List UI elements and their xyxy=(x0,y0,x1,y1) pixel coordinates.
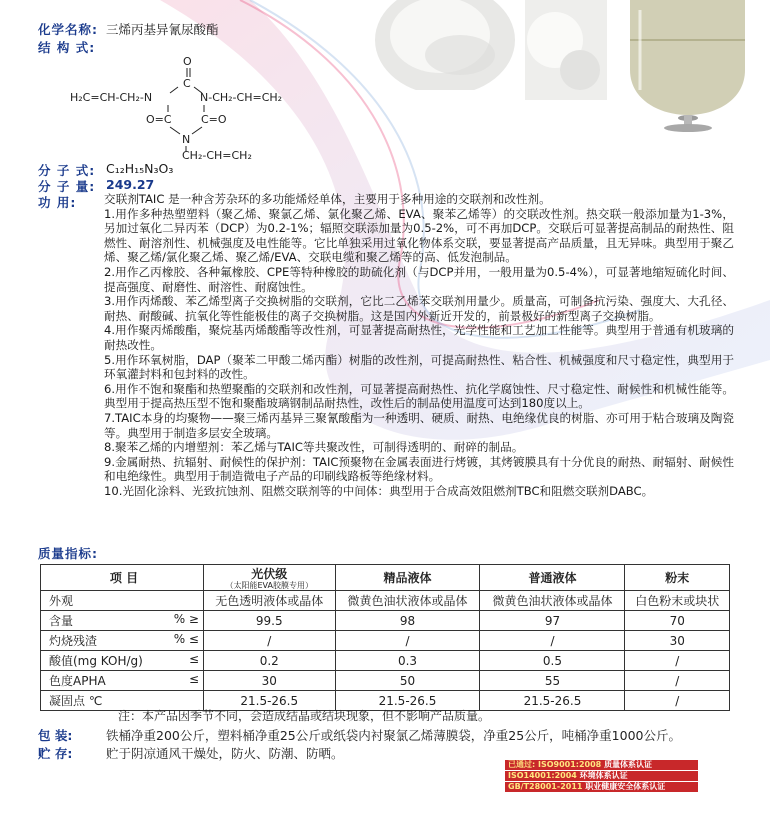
quality-note: 注：本产品因季节不同，会造成结晶或结块现象，但不影响产品质量。 xyxy=(118,709,491,723)
table-cell: 0.5 xyxy=(480,651,625,671)
cert-iso14001: ISO14001:2004 环境体系认证 xyxy=(505,771,698,781)
table-cell: 无色透明液体或晶体 xyxy=(204,591,336,611)
powder-photo xyxy=(365,0,525,90)
packaging-value: 铁桶净重200公斤，塑料桶净重25公斤或纸袋内衬聚氯乙烯薄膜袋，净重25公斤，吨桶净重1000公斤。 xyxy=(106,728,681,743)
weight-value: 249.27 xyxy=(106,177,155,192)
table-row xyxy=(41,671,730,691)
table-cell: / xyxy=(480,631,625,651)
function-para: 7.TAIC本身的均聚物——聚三烯丙基异三聚氰酸酯为一种透明、硬质、耐热、电绝缘优良的树脂、亦可用于粘合玻璃及陶瓷等。典型用于制造多层安全玻璃。 xyxy=(104,410,734,440)
table-cell: 98 xyxy=(335,611,480,631)
table-cell: 0.2 xyxy=(204,651,336,671)
table-cell: 微黄色油状液体或晶体 xyxy=(480,591,625,611)
struct-line1-right: N-CH₂-CH=CH₂ xyxy=(200,91,283,104)
header-pv xyxy=(204,565,336,591)
table-cell: 21.5-26.5 xyxy=(204,691,336,711)
function-para: 5.用作环氧树脂，DAP（聚苯二甲酸二烯丙酯）树脂的改性剂，可提高耐热性、粘合性、机械强度和尺寸稳定性，典型用于环氧灌封料和包封料的改性。 xyxy=(104,352,734,382)
struct-line1-left: H₂C=CH-CH₂-N xyxy=(70,91,153,104)
table-row xyxy=(41,611,730,631)
table-row xyxy=(41,631,730,651)
header-item: 项 目 xyxy=(41,565,204,591)
struct-o-top: O xyxy=(183,55,192,68)
weight-label: 分 子 量: xyxy=(38,179,96,194)
table-row xyxy=(41,651,730,671)
cert-iso9001: 已通过: ISO9001:2008 质量体系认证 xyxy=(505,760,698,770)
row-item: 酸值(mg KOH/g) xyxy=(49,654,143,668)
header-premium-liquid: 精品液体 xyxy=(335,565,480,591)
storage-value: 贮于阴凉通风干燥处，防火、防潮、防晒。 xyxy=(106,746,344,761)
table-cell: 21.5-26.5 xyxy=(335,691,480,711)
struct-line2-left: O=C xyxy=(146,113,172,126)
quality-title: 质量指标: xyxy=(38,546,98,561)
struct-line3: CH₂-CH=CH₂ xyxy=(182,149,252,160)
row-sym: % ≥ xyxy=(173,612,199,626)
row-item: 灼烧残渣 xyxy=(49,634,98,648)
header-powder: 粉末 xyxy=(625,565,730,591)
row-sym: ≤ xyxy=(188,652,199,666)
table-header-row xyxy=(41,565,730,591)
table-cell: / xyxy=(625,671,730,691)
header-normal-liquid: 普通液体 xyxy=(480,565,625,591)
table-cell: 70 xyxy=(625,611,730,631)
table-cell: / xyxy=(335,631,480,651)
row-item: 色度APHA xyxy=(49,674,106,688)
formula-label: 分 子 式: xyxy=(38,163,96,178)
table-cell: 99.5 xyxy=(204,611,336,631)
function-para: 6.用作不饱和聚酯和热塑聚酯的交联剂和改性剂，可显著提高耐热性、抗化学腐蚀性、尺寸稳定性、耐候性和机械性能等。典型用于提高热压型不饱和聚酯玻璃钢制品耐热性，改性后的制品使用温度可达到180度以上。 xyxy=(104,381,734,411)
table-cell: / xyxy=(625,691,730,711)
table-cell: 30 xyxy=(204,671,336,691)
table-cell: 微黄色油状液体或晶体 xyxy=(335,591,480,611)
row-item: 凝固点 ℃ xyxy=(49,694,103,708)
storage-label: 贮 存: xyxy=(38,746,73,761)
packaging-label: 包 装: xyxy=(38,728,73,743)
table-cell: 97 xyxy=(480,611,625,631)
function-para: 交联剂TAIC 是一种含芳杂环的多功能烯烃单体，主要用于多种用途的交联剂和改性剂。 xyxy=(104,192,551,206)
function-para: 4.用作聚丙烯酸酯，聚烷基丙烯酸酯等改性剂，可显著提高耐热性，光学性能和工艺加工性能等。典型用于普通有机玻璃的耐热改性。 xyxy=(104,323,734,352)
quality-table xyxy=(40,564,730,711)
structure-label: 结 构 式: xyxy=(38,40,96,55)
table-cell: 21.5-26.5 xyxy=(480,691,625,711)
table-cell: / xyxy=(625,651,730,671)
struct-n-bottom: N xyxy=(182,133,191,146)
table-cell: 55 xyxy=(480,671,625,691)
formula-value: C₁₂H₁₅N₃O₃ xyxy=(106,161,174,176)
structural-formula xyxy=(70,55,310,160)
row-sym: ≤ xyxy=(188,672,199,686)
table-cell: 白色粉末或块状 xyxy=(625,591,730,611)
function-para: 10.光固化涂料、光致抗蚀剂、阻燃交联剂等的中间体：典型用于合成高效阻燃剂TBC和阻燃交联剂DABC。 xyxy=(104,483,654,498)
header-pv-sub: （太阳能EVA胶膜专用） xyxy=(225,581,313,590)
function-para: 1.用作多种热塑塑料（聚乙烯、聚氯乙烯、氯化聚乙烯、EVA、聚苯乙烯等）的交联改性剂。热交联一般添加量为1-3%，另加过氧化二异丙苯（DCP）为0.2-1%；辐照交联添加量为0.5-2%，可不再加DCP。交联后可显著提高制品的耐热性、阻燃性、耐溶剂性、机械强度及电性能等。它比单独采用过氧化物体系交联，要显著提高产品质量，且无异味。典型用于聚乙烯、聚乙烯/氯化聚乙烯、聚乙烯/EVA、交联电缆和聚乙烯等的高、低发泡制品。 xyxy=(104,206,734,265)
struct-line2-right: C=O xyxy=(201,113,227,126)
function-para: 3.用作丙烯酸、苯乙烯型离子交换树脂的交联剂，它比二乙烯苯交联剂用量少。质量高，可制备抗污染、强度大、大孔径、耐热、耐酸碱、抗氧化等性能极佳的离子交换树脂。这是国内外新近开发的，前景极好的新型离子交换树脂。 xyxy=(104,294,734,323)
table-cell: 30 xyxy=(625,631,730,651)
chemical-name-label: 化学名称: xyxy=(38,22,98,37)
powder-photo-2 xyxy=(525,0,607,100)
chemical-name-value: 三烯丙基异氰尿酸酯 xyxy=(106,22,219,37)
table-row xyxy=(41,591,730,611)
function-para: 8.聚苯乙烯的内增塑剂：苯乙烯与TAIC等共聚改性，可制得透明的、耐碎的制品。 xyxy=(104,440,524,455)
row-sym: % ≤ xyxy=(173,632,199,646)
header-pv-label: 光伏级 xyxy=(251,567,288,581)
function-para: 9.金属耐热、抗辐射、耐候性的保护剂：TAIC预聚物在金属表面进行烤镀，其烤镀膜具有十分优良的耐热、耐辐射、耐候性和电绝缘性。典型用于制造微电子产品的印刷线路板等绝缘材料。 xyxy=(104,454,734,484)
liquid-flask-photo xyxy=(610,0,765,132)
table-cell: / xyxy=(204,631,336,651)
row-item: 含量 xyxy=(49,614,74,628)
table-cell: 0.3 xyxy=(335,651,480,671)
struct-c-top: C xyxy=(183,77,191,90)
function-text xyxy=(104,192,734,498)
function-label: 功 用: xyxy=(38,195,77,210)
row-item: 外观 xyxy=(49,594,74,608)
cert-gbt28001: GB/T28001-2011 职业健康安全体系认证 xyxy=(505,782,698,792)
table-cell: 50 xyxy=(335,671,480,691)
function-para: 2.用作乙丙橡胶、各种氟橡胶、CPE等特种橡胶的助硫化剂（与DCP并用，一般用量为0.5-4%），可显著地缩短硫化时间、提高强度、耐磨性、耐溶性、耐腐蚀性。 xyxy=(104,264,734,294)
